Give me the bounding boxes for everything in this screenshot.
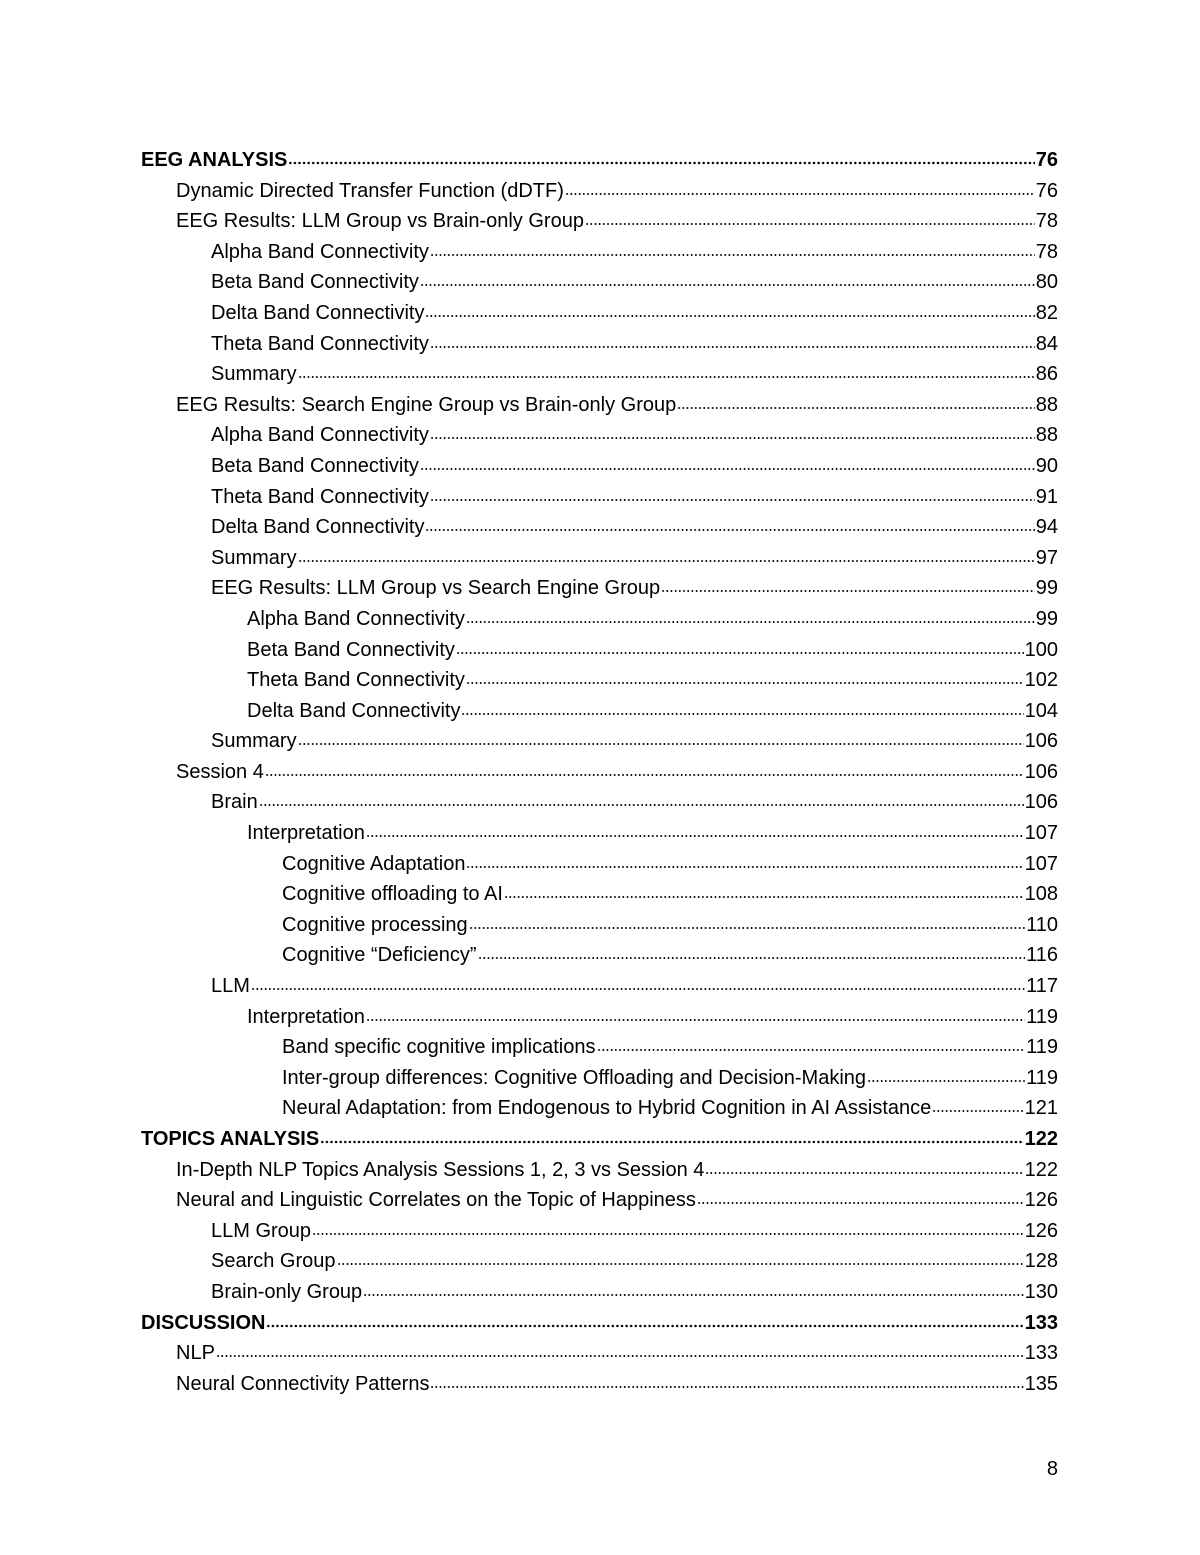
- toc-entry-page: 135: [1024, 1372, 1058, 1395]
- dot-leader: [461, 712, 1023, 716]
- toc-entry[interactable]: [141, 635, 1058, 666]
- toc-entry[interactable]: [141, 849, 1058, 880]
- toc-entry-title: EEG Results: LLM Group vs Brain-only Group: [176, 210, 584, 233]
- toc-entry-title: Theta Band Connectivity: [247, 669, 465, 692]
- dot-leader: [320, 1140, 1023, 1144]
- toc-entry-page: 78: [1035, 240, 1058, 263]
- toc-entry-page: 76: [1035, 149, 1058, 171]
- dot-leader: [478, 956, 1026, 960]
- toc-entry-page: 76: [1035, 179, 1058, 202]
- toc-entry[interactable]: [141, 1246, 1058, 1277]
- toc-entry-page: 122: [1024, 1158, 1058, 1181]
- toc-entry-title: DISCUSSION: [141, 1311, 266, 1334]
- toc-entry-title: Neural Connectivity Patterns: [176, 1372, 430, 1395]
- dot-leader: [298, 375, 1035, 379]
- toc-entry-page: 99: [1035, 607, 1058, 630]
- toc-entry-title: Session 4: [176, 760, 264, 783]
- dot-leader: [597, 1048, 1026, 1052]
- toc-entry-title: Delta Band Connectivity: [247, 699, 461, 722]
- toc-entry-page: 126: [1024, 1189, 1058, 1212]
- dot-leader: [420, 283, 1035, 287]
- toc-entry-page: 128: [1024, 1250, 1058, 1273]
- toc-entry-title: Search Group: [211, 1250, 336, 1273]
- toc-entry[interactable]: [141, 1093, 1058, 1124]
- dot-leader: [265, 773, 1024, 777]
- toc-entry-page: 108: [1024, 883, 1058, 906]
- toc-entry[interactable]: [141, 696, 1058, 727]
- toc-entry[interactable]: [141, 971, 1058, 1002]
- toc-entry[interactable]: [141, 818, 1058, 849]
- toc-entry-title: Beta Band Connectivity: [211, 454, 419, 477]
- toc-entry-title: Dynamic Directed Transfer Function (dDTF): [176, 179, 564, 202]
- toc-entry-title: LLM: [211, 975, 250, 998]
- toc-entry[interactable]: [141, 1032, 1058, 1063]
- toc-entry[interactable]: [141, 1063, 1058, 1094]
- dot-leader: [469, 926, 1025, 930]
- toc-entry-title: NLP: [176, 1342, 215, 1365]
- toc-entry-page: 119: [1026, 1066, 1058, 1089]
- toc-entry[interactable]: [141, 298, 1058, 329]
- toc-entry-page: 88: [1035, 393, 1058, 416]
- toc-entry-page: 84: [1035, 332, 1058, 355]
- toc-entry-page: 116: [1026, 944, 1058, 967]
- toc-entry-title: Cognitive Adaptation: [282, 852, 466, 875]
- toc-entry-page: 117: [1026, 975, 1058, 998]
- toc-entry-title: EEG ANALYSIS: [141, 149, 288, 171]
- toc-entry-title: Neural Adaptation: from Endogenous to Hybrid Cognition in AI Assistance: [282, 1097, 932, 1120]
- dot-leader: [312, 1232, 1024, 1236]
- toc-entry-title: Alpha Band Connectivity: [211, 424, 429, 447]
- dot-leader: [697, 1201, 1024, 1205]
- dot-leader: [430, 436, 1035, 440]
- toc-entry[interactable]: [141, 573, 1058, 604]
- toc-entry[interactable]: [141, 451, 1058, 482]
- toc-entry[interactable]: [141, 206, 1058, 237]
- toc-entry-title: Alpha Band Connectivity: [247, 607, 465, 630]
- toc-entry-page: 90: [1035, 454, 1058, 477]
- toc-entry[interactable]: [141, 176, 1058, 207]
- dot-leader: [867, 1079, 1025, 1083]
- dot-leader: [266, 1324, 1023, 1328]
- toc-entry[interactable]: [141, 359, 1058, 390]
- toc-entry[interactable]: [141, 1308, 1058, 1339]
- toc-entry-page: 130: [1024, 1280, 1058, 1303]
- dot-leader: [932, 1109, 1023, 1113]
- toc-entry-title: Beta Band Connectivity: [211, 271, 419, 294]
- toc-entry-page: 121: [1024, 1097, 1058, 1120]
- toc-entry[interactable]: [141, 787, 1058, 818]
- toc-entry-title: Summary: [211, 546, 297, 569]
- toc-entry-title: Delta Band Connectivity: [211, 301, 425, 324]
- toc-entry[interactable]: [141, 390, 1058, 421]
- toc-entry-title: Band specific cognitive implications: [282, 1036, 596, 1059]
- dot-leader: [565, 192, 1035, 196]
- toc-entry-page: 122: [1024, 1128, 1058, 1150]
- toc-entry-page: 106: [1024, 760, 1058, 783]
- toc-entry[interactable]: [141, 757, 1058, 788]
- dot-leader: [466, 620, 1035, 624]
- toc-entry-page: 133: [1024, 1342, 1058, 1365]
- toc-entry-page: 78: [1035, 210, 1058, 233]
- page-number: 8: [1046, 1458, 1058, 1480]
- toc-entry[interactable]: [141, 512, 1058, 543]
- toc-entry[interactable]: [141, 329, 1058, 360]
- toc-entry-title: Summary: [211, 730, 297, 753]
- dot-leader: [456, 651, 1024, 655]
- dot-leader: [430, 498, 1035, 502]
- toc-entry-page: 99: [1035, 577, 1058, 600]
- toc-entry-page: 107: [1024, 852, 1058, 875]
- dot-leader: [259, 803, 1024, 807]
- toc-entry[interactable]: [141, 910, 1058, 941]
- dot-leader: [366, 834, 1024, 838]
- toc-entry-page: 106: [1024, 730, 1058, 753]
- dot-leader: [504, 895, 1024, 899]
- dot-leader: [425, 528, 1034, 532]
- toc-entry-page: 102: [1024, 669, 1058, 692]
- toc-entry-page: 119: [1026, 1036, 1058, 1059]
- toc-entry-title: Delta Band Connectivity: [211, 516, 425, 539]
- toc-entry[interactable]: [141, 1216, 1058, 1247]
- toc-entry-title: Cognitive processing: [282, 913, 468, 936]
- toc-entry-page: 94: [1035, 516, 1058, 539]
- dot-leader: [337, 1262, 1024, 1266]
- toc-entry-page: 97: [1035, 546, 1058, 569]
- toc-entry[interactable]: [141, 267, 1058, 298]
- dot-leader: [216, 1354, 1024, 1358]
- dot-leader: [425, 314, 1034, 318]
- toc-entry-page: 86: [1035, 363, 1058, 386]
- dot-leader: [430, 1385, 1023, 1389]
- toc-entry-title: Brain: [211, 791, 258, 814]
- dot-leader: [251, 987, 1025, 991]
- toc-entry-page: 110: [1026, 913, 1058, 936]
- dot-leader: [288, 161, 1034, 165]
- table-of-contents: [141, 145, 1058, 1399]
- toc-entry-title: Theta Band Connectivity: [211, 485, 429, 508]
- toc-entry-title: Inter-group differences: Cognitive Offloading and Decision-Making: [282, 1066, 867, 1089]
- toc-entry-page: 100: [1024, 638, 1058, 661]
- toc-entry-title: Brain-only Group: [211, 1280, 363, 1303]
- dot-leader: [677, 406, 1035, 410]
- toc-entry[interactable]: [141, 604, 1058, 635]
- dot-leader: [363, 1293, 1023, 1297]
- dot-leader: [466, 681, 1024, 685]
- toc-entry[interactable]: [141, 726, 1058, 757]
- toc-entry[interactable]: [141, 543, 1058, 574]
- toc-entry-page: 82: [1035, 301, 1058, 324]
- toc-entry-title: Beta Band Connectivity: [247, 638, 455, 661]
- toc-entry[interactable]: [141, 145, 1058, 176]
- dot-leader: [298, 559, 1035, 563]
- toc-entry-title: TOPICS ANALYSIS: [141, 1128, 320, 1150]
- toc-entry[interactable]: [141, 1338, 1058, 1369]
- toc-entry-title: LLM Group: [211, 1219, 312, 1242]
- toc-entry-page: 91: [1035, 485, 1058, 508]
- toc-entry[interactable]: [141, 237, 1058, 268]
- toc-entry[interactable]: [141, 665, 1058, 696]
- dot-leader: [705, 1171, 1023, 1175]
- toc-entry-title: Interpretation: [247, 1005, 365, 1028]
- toc-entry-page: 133: [1024, 1311, 1058, 1334]
- toc-entry-title: Interpretation: [247, 822, 365, 845]
- toc-entry-title: Summary: [211, 363, 297, 386]
- dot-leader: [366, 1018, 1025, 1022]
- dot-leader: [298, 742, 1024, 746]
- toc-entry[interactable]: [141, 879, 1058, 910]
- toc-entry[interactable]: [141, 1002, 1058, 1033]
- toc-entry-title: EEG Results: Search Engine Group vs Brain-only Group: [176, 393, 677, 416]
- toc-entry-page: 126: [1024, 1219, 1058, 1242]
- dot-leader: [661, 589, 1035, 593]
- toc-entry-title: Cognitive “Deficiency”: [282, 944, 477, 967]
- toc-entry[interactable]: [141, 1124, 1058, 1155]
- toc-entry[interactable]: [141, 940, 1058, 971]
- toc-entry[interactable]: [141, 482, 1058, 513]
- toc-entry-title: Alpha Band Connectivity: [211, 240, 429, 263]
- toc-entry-page: 106: [1024, 791, 1058, 814]
- toc-entry[interactable]: [141, 1369, 1058, 1400]
- dot-leader: [430, 345, 1035, 349]
- toc-entry-page: 80: [1035, 271, 1058, 294]
- toc-entry[interactable]: [141, 1185, 1058, 1216]
- dot-leader: [466, 865, 1023, 869]
- toc-entry-page: 119: [1026, 1005, 1058, 1028]
- toc-entry-page: 104: [1024, 699, 1058, 722]
- toc-entry-page: 88: [1035, 424, 1058, 447]
- toc-entry-title: Cognitive offloading to AI: [282, 883, 503, 906]
- toc-entry-title: EEG Results: LLM Group vs Search Engine Group: [211, 577, 661, 600]
- dot-leader: [420, 467, 1035, 471]
- toc-entry-title: Neural and Linguistic Correlates on the Topic of Happiness: [176, 1189, 696, 1212]
- toc-entry[interactable]: [141, 420, 1058, 451]
- toc-entry[interactable]: [141, 1155, 1058, 1186]
- toc-entry-title: Theta Band Connectivity: [211, 332, 429, 355]
- dot-leader: [430, 253, 1035, 257]
- toc-entry-page: 107: [1024, 822, 1058, 845]
- toc-entry[interactable]: [141, 1277, 1058, 1308]
- toc-entry-title: In-Depth NLP Topics Analysis Sessions 1, 2, 3 vs Session 4: [176, 1158, 705, 1181]
- dot-leader: [585, 222, 1035, 226]
